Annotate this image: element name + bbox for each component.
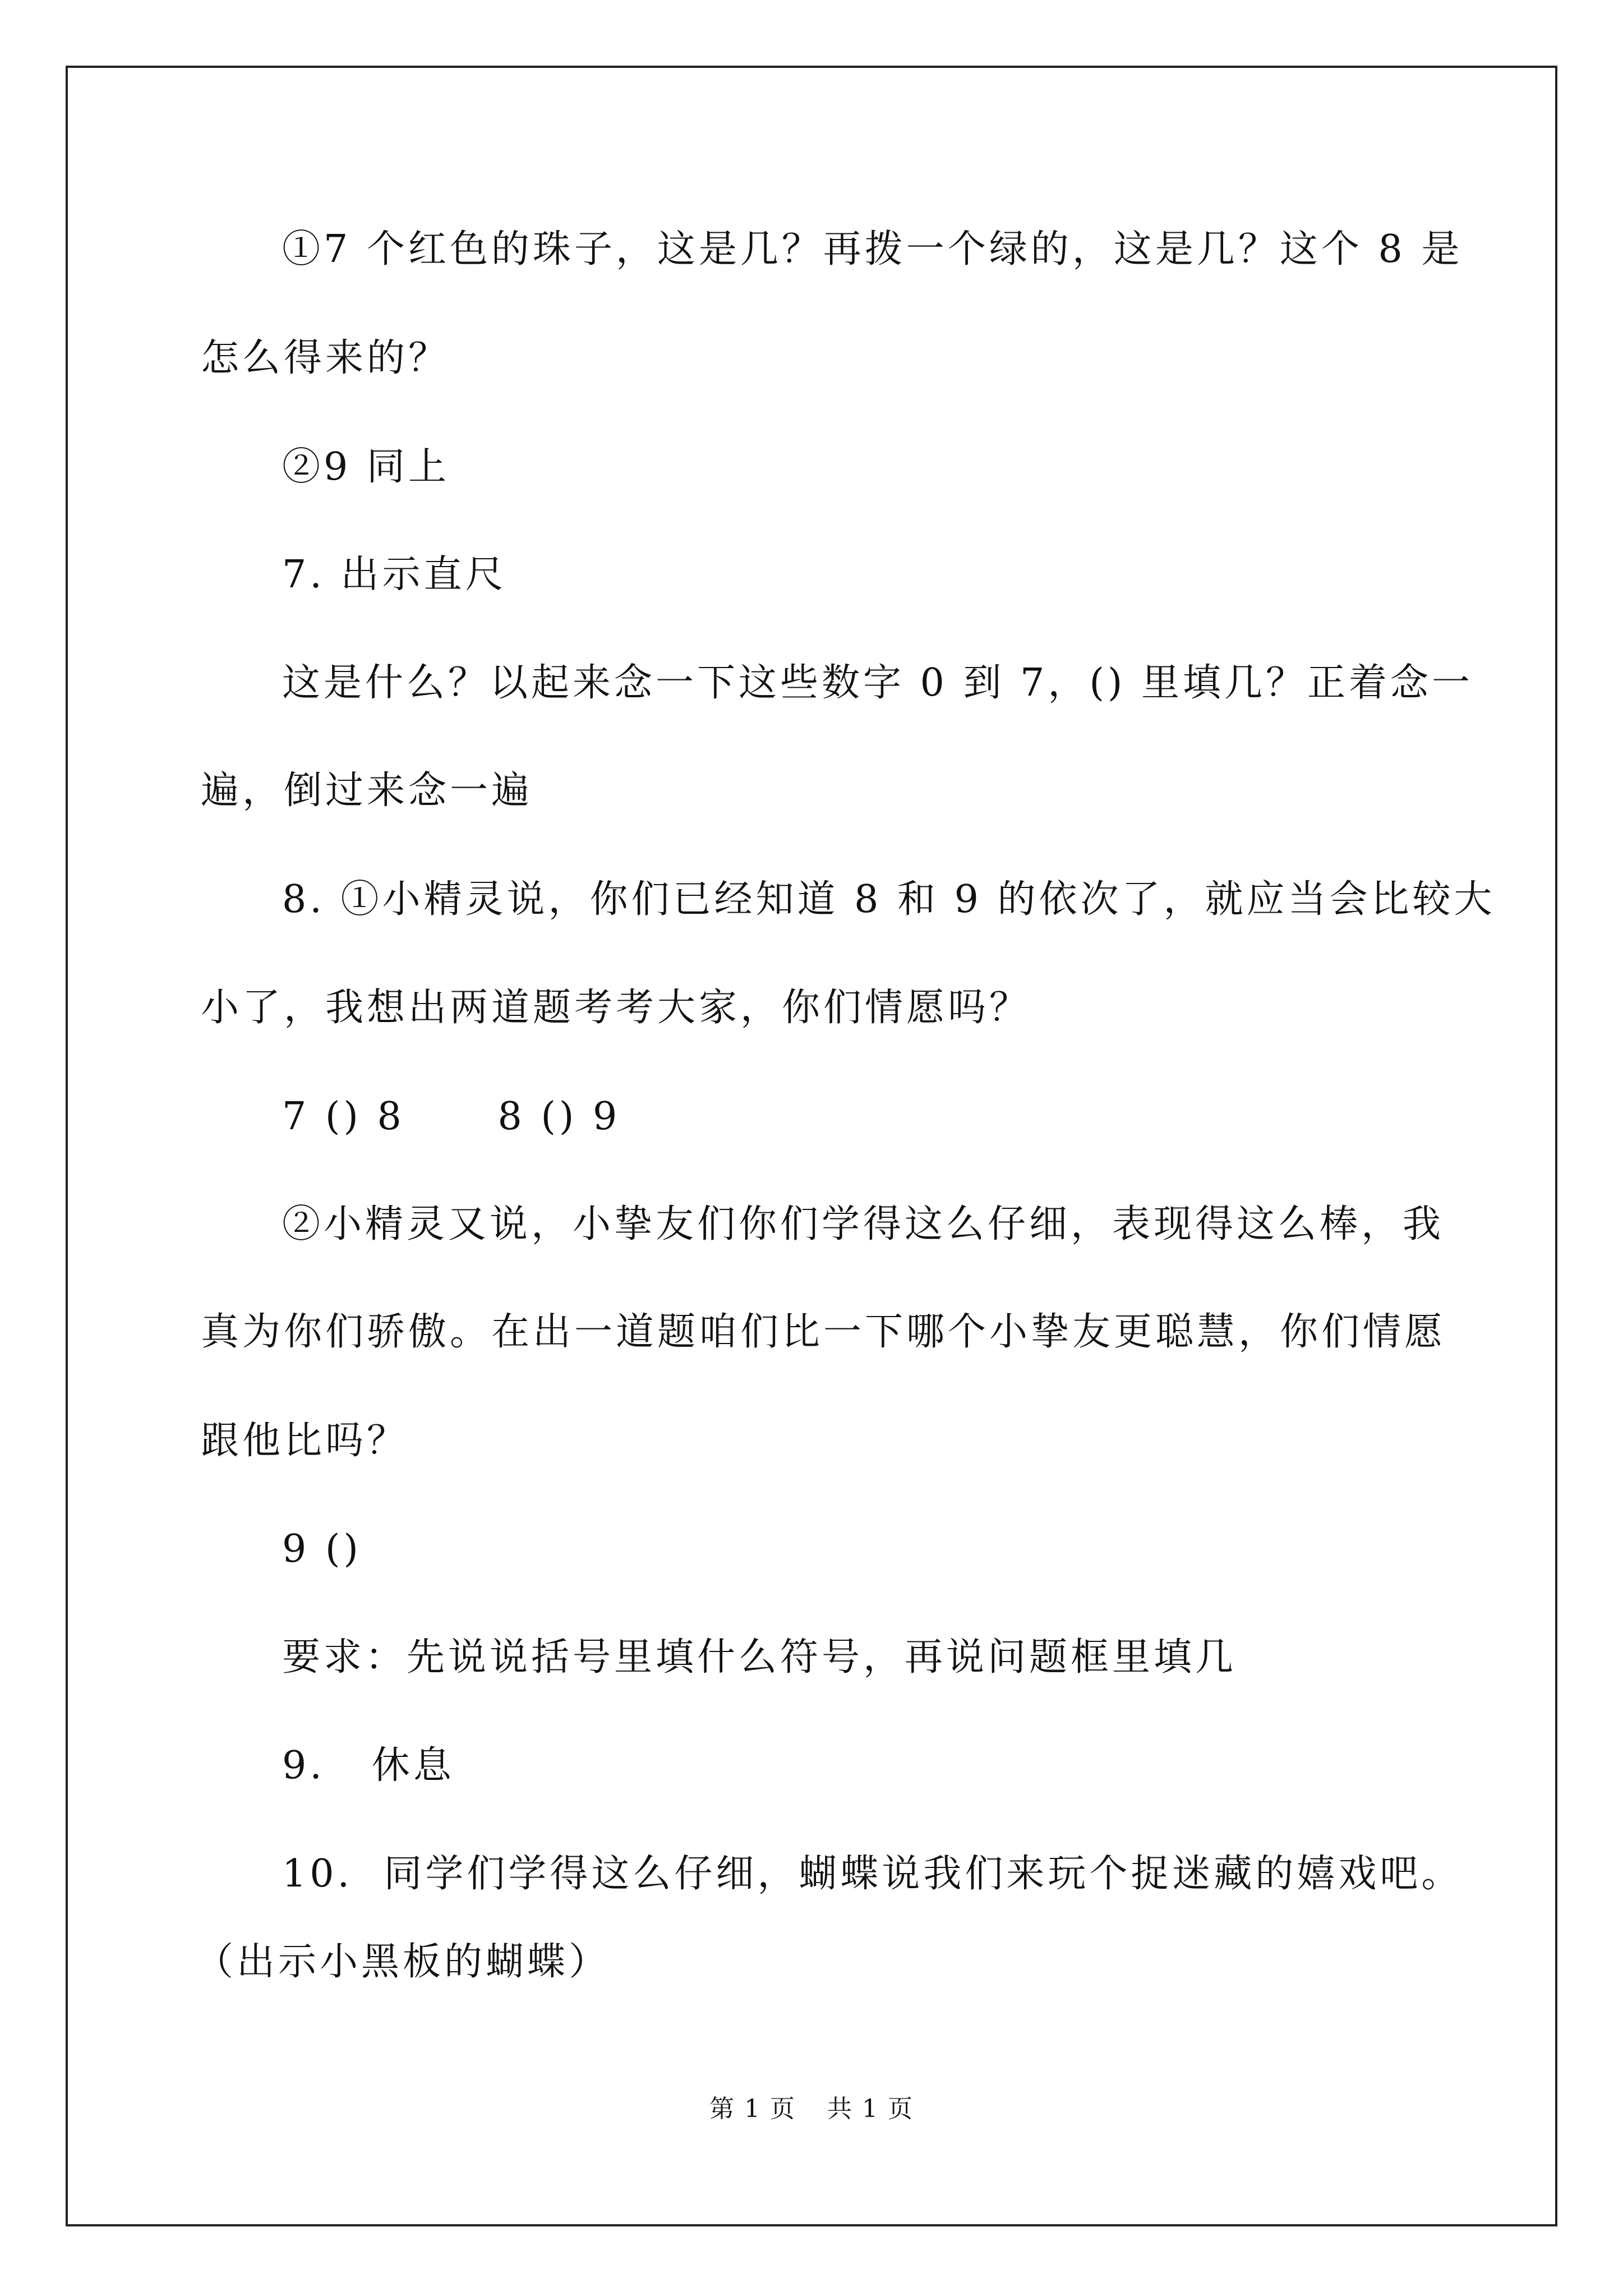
- page-border: [66, 66, 1557, 2226]
- page-footer: [0, 2092, 1623, 2126]
- paragraph-line: （出示小黑板的蝴蝶）: [195, 1940, 611, 1984]
- paragraph-line: ①7 个红色的珠子，这是几？再拨一个绿的，这是几？这个 8 是: [282, 227, 1463, 272]
- paragraph-line: 怎么得来的？: [201, 336, 450, 380]
- comparison-exercise: 7 () 8 8 () 9: [282, 1094, 621, 1139]
- exercise-line: 9 (): [282, 1527, 362, 1571]
- paragraph-line: 这是什么？以起来念一下这些数字 0 到 7，() 里填几？正着念一: [282, 661, 1474, 705]
- paragraph-line: 跟他比吗？: [201, 1419, 409, 1463]
- paragraph-line: ②小精灵又说，小挚友们你们学得这么仔细，表现得这么棒，我: [282, 1202, 1445, 1246]
- page-number: 第 1 页: [709, 2095, 796, 2123]
- paragraph-line: 9. 休息: [282, 1743, 455, 1788]
- paragraph-line: 7. 出示直尺: [282, 553, 507, 597]
- paragraph-line: 小了，我想出两道题考考大家，你们情愿吗？: [201, 986, 1031, 1030]
- paragraph-line: ②9 同上: [282, 445, 450, 489]
- page-total: 共 1 页: [827, 2095, 914, 2123]
- paragraph-line: 真为你们骄傲。在出一道题咱们比一下哪个小挚友更聪慧，你们情愿: [201, 1310, 1446, 1354]
- paragraph-line: 10. 同学们学得这么仔细，蝴蝶说我们来玩个捉迷藏的嬉戏吧。: [282, 1852, 1463, 1896]
- paragraph-line: 要求：先说说括号里填什么符号，再说问题框里填几: [282, 1635, 1237, 1680]
- paragraph-line: 遍，倒过来念一遍: [201, 769, 533, 813]
- paragraph-line: 8. ①小精灵说，你们已经知道 8 和 9 的依次了，就应当会比较大: [282, 877, 1496, 922]
